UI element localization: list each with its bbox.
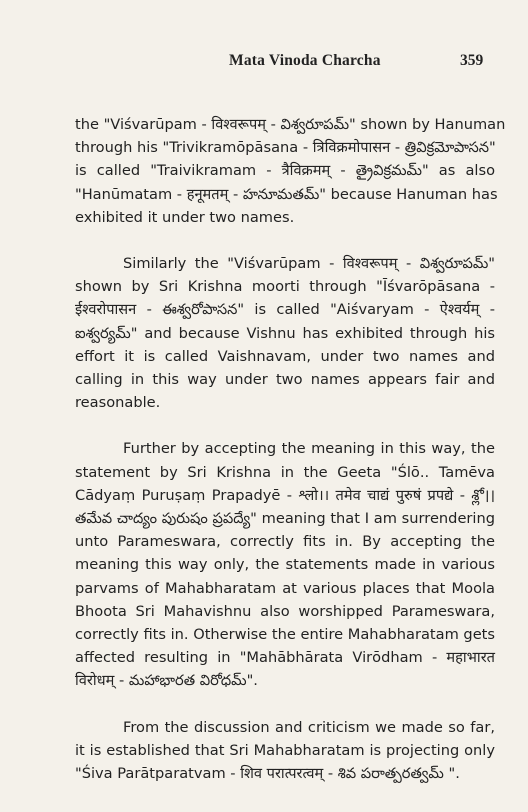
text-line: Similarly the "Viśvarūpam - विश्वरूपम् - విశ్వరూపమ్" xyxy=(123,255,495,273)
text-line: "Śiva Parātparatvam - शिव परात्परत्वम् - శివ పరాత్పరత్వమ్ ". xyxy=(75,765,460,783)
text-line: calling in this way under two names appears fair and xyxy=(75,371,495,389)
text-line: shown by Sri Krishna moorti through "Īśvarōpāsana - xyxy=(75,278,495,296)
paragraph-1 xyxy=(75,113,506,229)
text-line: विरोधम् - మహాభారత విరోధమ్". xyxy=(75,672,258,690)
paragraph-4 xyxy=(75,716,495,786)
text-line: is called "Traivikramam - त्रैविक्रमम् - త్రైవిక్రమమ్" as also xyxy=(75,162,495,180)
text-line: Bhoota Sri Mahavishnu also worshipped Parameswara, xyxy=(75,602,495,620)
text-line: From the discussion and criticism we made so far, xyxy=(123,718,495,736)
text-line: effort it is called Vaishnavam, under two names and xyxy=(75,347,495,365)
running-title: Mata Vinoda Charcha xyxy=(229,52,381,69)
text-line: parvams of Mahabharatam at various places that Moola xyxy=(75,579,495,597)
paragraph-2 xyxy=(75,252,495,414)
text-line: through his "Trivikramōpāsana - त्रिविक्रमोपासन - త్రివిక్రమోపాసన" xyxy=(75,139,496,157)
text-line: exhibited it under two names. xyxy=(75,208,295,226)
text-line: it is established that Sri Mahabharatam is projecting only xyxy=(75,741,495,759)
text-line: statement by Sri Krishna in the Geeta "Ślō.. Tamēva xyxy=(75,463,495,481)
paragraph-3 xyxy=(75,437,495,692)
text-line: correctly fits in. Otherwise the entire Mahabharatam gets xyxy=(75,626,495,644)
text-line: unto Parameswara, correctly fits in. By accepting the xyxy=(75,533,495,551)
text-line: the "Viśvarūpam - विश्वरूपम् - విశ్వరూపమ్" shown by Hanuman xyxy=(75,116,506,133)
text-line: meaning this way only, the statements made in various xyxy=(75,556,495,574)
page-header xyxy=(0,52,528,74)
body-text xyxy=(75,113,506,808)
text-line: తమేవ చాద్యం పురుషం ప్రపద్యే" meaning that I am surrendering xyxy=(75,510,495,528)
text-line: Cādyaṃ Puruṣaṃ Prapadyē - श्लो।। तमेव चाद्यं पुरुषं प्रपद्ये - శ్లో।। xyxy=(75,486,495,504)
text-line: "Hanūmatam - हनूमतम् - హనూమతమ్" because Hanuman has xyxy=(75,185,498,203)
text-line: reasonable. xyxy=(75,394,161,412)
page-number: 359 xyxy=(460,52,484,69)
text-line: affected resulting in "Mahābhārata Virōdham - महाभारत xyxy=(75,649,495,667)
text-line: ईश्वरोपासन - ఈశ్వరోపాసన" is called "Aiśvaryam - ऐश्वर्यम् - xyxy=(75,301,495,319)
text-line: ఐశ్వర్యమ్" and because Vishnu has exhibited through his xyxy=(75,324,495,342)
text-line: Further by accepting the meaning in this way, the xyxy=(123,440,495,458)
